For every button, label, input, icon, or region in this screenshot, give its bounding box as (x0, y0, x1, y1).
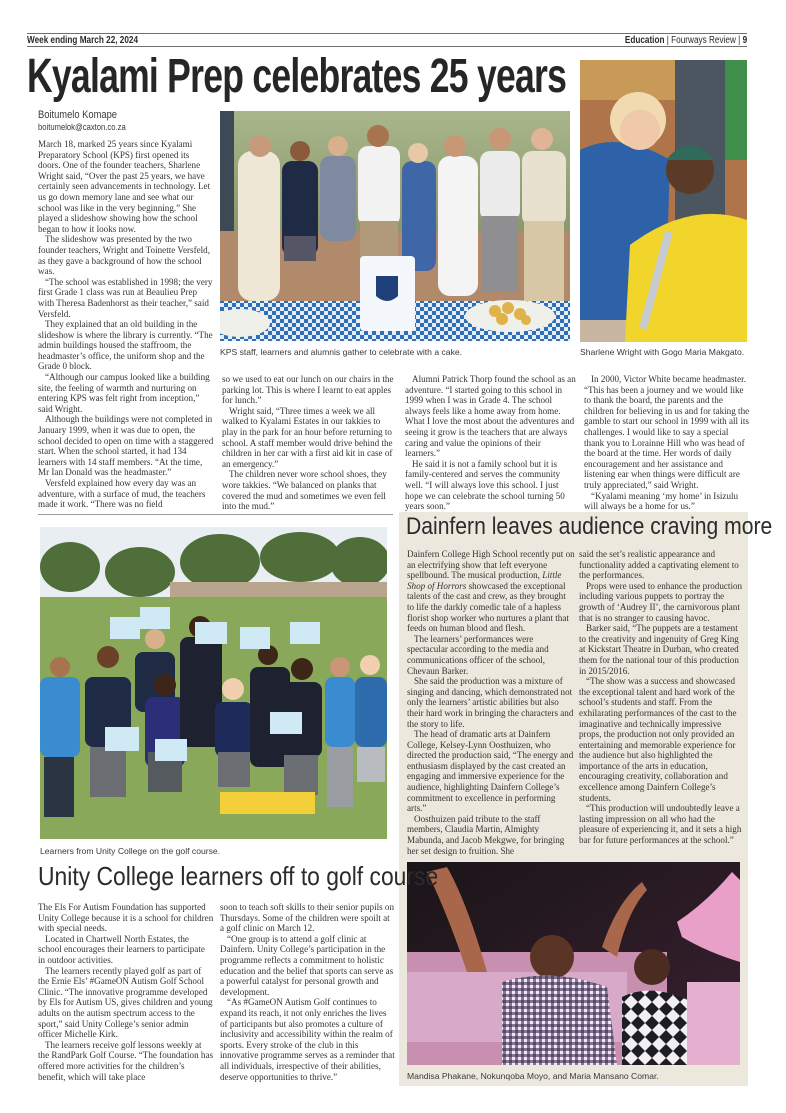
text: Dainfern College High School recently put on an electrifying show that left everyone spellbound. The musical production, (407, 549, 575, 581)
dainfern-stage-photo-caption: Mandisa Phakane, Nokunqoba Moyo, and Maria Mansano Comar. (407, 1071, 659, 1081)
dainfern-column-2 (579, 549, 745, 854)
production-title: Little Shop of Horrors (407, 570, 562, 591)
paragraph: March 18, marked 25 years since Kyalami Preparatory School (KPS) first opened its doors. One of the founder teachers, Sharlene Wright said, “Over the past 25 years, we have certainly seen advancements in technology. Let us go down memory lane and see what our school was like in the very beginning.” She played a slideshow showing how the school began to how it looks now. (38, 139, 211, 234)
paragraph: In 2000, Victor White became headmaster. “This has been a journey and we would like to thank the board, the parents and the children for believing in us and for taking the gamble to start our school in 1999 with all its challenges. I would like to say a special thank you to Lorainne Hill who was head of the board at the time. Her words of daily encouragement and her assistance and listening ear when things were difficult are truly appreciated,” said Wright. (584, 374, 750, 490)
unity-golf-photo-caption: Learners from Unity College on the golf course. (40, 846, 221, 856)
paragraph: The learners recently played golf as part of the Ernie Els’ #GameON Autism Golf School Clinic. “The innovative programme developed by Els for Autism US, gives children and young adults on the autism spectrum access to the sport,” said Unity College’s senior admin officer Michelle Kirk. (38, 965, 213, 1040)
page-number: 9 (742, 35, 747, 46)
golf-photo-image (40, 527, 387, 839)
unity-golf-photo (40, 527, 387, 839)
dainfern-headline: Dainfern leaves audience craving more (406, 513, 773, 540)
paragraph: “Although our campus looked like a building site, the feeling of warmth and nurturing on entering KPS was felt right from inception,” said Wright. (38, 372, 210, 414)
header-top-rule (27, 33, 747, 34)
paragraph: Props were used to enhance the production including various puppets to portray the growth of ‘Audrey II’, the carnivorous plant that is no stranger to causing havoc. (579, 580, 743, 623)
author-email: boitumelok@caxton.co.za (38, 122, 126, 132)
paragraph: said the set’s realistic appearance and functionality added a captivating element to the performances. (579, 549, 739, 581)
paragraph: She said the production was a mixture of singing and dancing, which demonstrated not only the learners’ artistic abilities but also their hard work in bringing the characters and the story to life. (407, 676, 574, 729)
author-name: Boitumelo Komape (38, 109, 118, 121)
text: showcased the exceptional talents of the cast and crew, as they brought to life the darkly comedic tale of a hapless florist shop worker who nurtures a plant that feeds on human blood and flesh. (407, 580, 569, 634)
issue-date: Week ending March 22, 2024 (27, 35, 139, 46)
kps-group-photo-caption: KPS staff, learners and alumnis gather to celebrate with a cake. (220, 347, 463, 357)
paragraph: They explained that an old building in the slideshow is where the library is currently. “The admin buildings housed the staffroom, the headmaster’s office, the uniform shop and the Grade 0 block. (38, 319, 213, 372)
paragraph: The learners’ performances were spectacular according to the media and communications officer of the school, Chevaun Barker. (407, 633, 549, 676)
paragraph: “This production will undoubtedly leave a lasting impression on all who had the pleasure of experiencing it, and it sets a high bar for future performances at the school.” (579, 803, 742, 846)
paragraph: “Kyalami meaning ‘my home’ in Isizulu will always be a home for us.” (584, 490, 739, 512)
paragraph: He said it is not a family school but it is family-centered and serves the community well. “I will always love this school. I just hope we can celebrate the school turning 50 years soon.” (405, 458, 565, 512)
kyalami-column-1 (38, 139, 214, 509)
unity-column-1 (38, 902, 214, 1092)
paragraph: The learners receive golf lessons weekly at the RandPark Golf Course. “The foundation has offered more activities for the children’s benefit, which will take place (38, 1039, 214, 1082)
dainfern-column-1 (407, 549, 575, 854)
paragraph: soon to teach soft skills to their senior pupils on Thursdays. Some of the children were spoilt at a golf clinic on March 12. (220, 902, 395, 934)
paragraph: Alumni Patrick Thorp found the school as an adventure. “I started going to this school in 1999 when I was in Grade 4. The school always feels like a home away from home. What I love the most about the adventures and seeing it grow is the teachers that are always caring and value the opinions of their learners.” (405, 374, 576, 459)
paragraph: The Els For Autism Foundation has supported Unity College because it is a school for children with special needs. (38, 902, 214, 934)
kyalami-column-2 (222, 374, 394, 512)
paragraph: “One group is to attend a golf clinic at Dainfern. Unity College’s participation in the programme reflects a commitment to holistic education and the belief that sports can serve as a powerful catalyst for personal growth and development. (220, 933, 394, 997)
section-label: Education | Fourways Review | 9 (624, 35, 747, 46)
paragraph: “The school was established in 1998; the very first Grade 1 class was run at Beaulieu Prep with Theresa Badenhorst as their teacher,” said Versfeld. (38, 276, 213, 319)
unity-headline: Unity College learners off to golf course (38, 861, 439, 891)
unity-column-2 (220, 902, 395, 1092)
publication-name: Fourways Review (671, 35, 736, 46)
paragraph: Located in Chartwell North Estates, the school encourages their learners to participate in outdoor activities. (38, 933, 205, 965)
header-bottom-rule (27, 46, 747, 47)
paragraph: The children never wore school shoes, they wore takkies. “We balanced on planks that covered the mud and sometimes we even fell into the mud.” (222, 469, 387, 512)
paragraph: The head of dramatic arts at Dainfern College, Kelsey-Lynn Oosthuizen, who directed the production said, “The energy and enthusiasm displayed by the cast created an engaging and immersive experience for the audience, highlighting Dainfern College’s commitment to excellence in performing arts.” (407, 729, 574, 814)
paragraph: “The show was a success and showcased the exceptional talent and hard work of the school’s students and staff. From the exhilarating performances of the cast to the imaginative and technically impressive props, the production not only provided an entertaining and memorable experience for the audience but also highlighted the importance of the arts in education, encouraging creativity, collaboration and excellence among Dainfern College’s students. (579, 676, 737, 803)
group-photo-image (220, 111, 570, 341)
kps-group-photo (220, 111, 570, 341)
paragraph: Versfeld explained how every day was an adventure, with a surface of mud, the teachers made it work. “There was no field (38, 478, 206, 510)
paragraph: Barker said, “The puppets are a testament to the creativity and ingenuity of Greg King at Kickstart Theatre in Durban, who created them for the national tour of this production in 2015/2016. (579, 623, 739, 676)
paragraph: The slideshow was presented by the two founder teachers, Wright and Toinette Versfeld, as they gave a background of how the school was. (38, 234, 210, 277)
paragraph (407, 549, 575, 634)
paragraph: Wright said, “Three times a week we all walked to Kyalami Estates in our takkies to play in the park for an hour before returning to school. A staff member would drive behind the children in her car with a first aid kit in case of an emergency.” (222, 405, 393, 469)
paragraph: so we used to eat our lunch on our chairs in the parking lot. This is where I learnt to eat apples for lunch.” (222, 374, 394, 406)
paragraph: “As #GameON Autism Golf continues to expand its reach, it not only enriches the lives of participants but also promotes a culture of inclusivity and accessibility within the realm of sports. Every stroke of the club in this innovative programme serves as a reminder that all individuals, irrespective of their abilities, deserve opportunities to thrive.” (220, 997, 395, 1082)
sharlene-wright-photo (580, 60, 747, 342)
kyalami-column-3 (405, 374, 577, 512)
section-name: Education (624, 35, 665, 46)
sharlene-wright-photo-caption: Sharlene Wright with Gogo Maria Makgato. (580, 347, 745, 357)
kyalami-headline: Kyalami Prep celebrates 25 years (27, 50, 567, 103)
paragraph: Although the buildings were not completed in January 1999, when it was due to open, the school decided to open on time with a staggered start. When the school started, it had 134 learners with 14 staff members. “At the time, Mr Ian Donald was the headmaster.” (38, 414, 214, 478)
paragraph: Oosthuizen paid tribute to the staff members, Claudia Martin, Almighty Mabunda, and Jacob Mekgwe, for bringing her set design to fruition. She (407, 813, 565, 856)
stage-photo-image (407, 862, 740, 1065)
dainfern-stage-photo (407, 862, 740, 1065)
kyalami-column-4 (584, 374, 750, 512)
section-divider (38, 514, 393, 515)
side-photo-image (580, 60, 747, 342)
